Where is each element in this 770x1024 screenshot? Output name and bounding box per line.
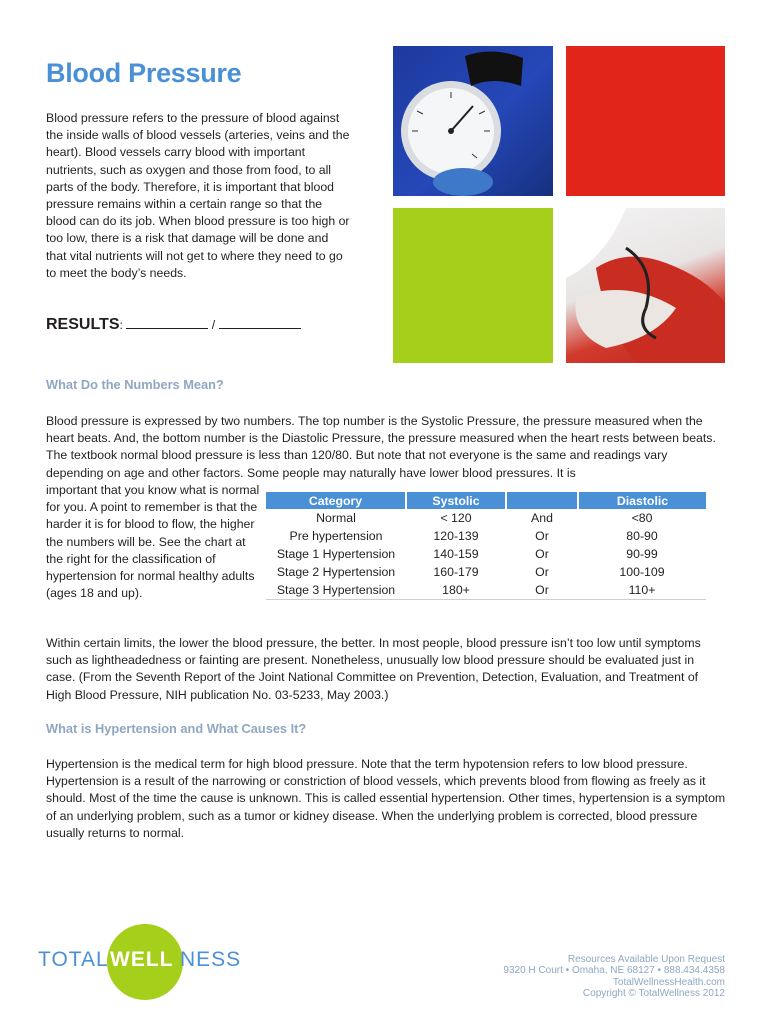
systolic-cell: 160-179 bbox=[433, 565, 479, 579]
diastolic-cell: 80-90 bbox=[626, 529, 658, 543]
connector-cell: Or bbox=[535, 565, 549, 579]
red-decorative-tile bbox=[566, 46, 725, 196]
diastolic-cell: 110+ bbox=[578, 581, 706, 600]
logo-text-well: WELL bbox=[110, 948, 174, 971]
footer-contact bbox=[503, 954, 725, 1000]
connector-cell: Or bbox=[535, 529, 549, 543]
footer-resources: Resources Available Upon Request bbox=[567, 954, 725, 965]
category-cell: Pre hypertension bbox=[289, 529, 383, 543]
category-cell: Stage 1 Hypertension bbox=[276, 547, 396, 561]
logo-text-ness: NESS bbox=[180, 948, 242, 971]
results-separator: / bbox=[211, 318, 216, 332]
logo-text-total: TOTAL bbox=[38, 948, 109, 971]
numbers-side-paragraph: important that you know what is normal for you. A point to remember is that the harder it is for blood to flow, the higher the numbers will be. See the chart at the right for the classification of hypertension for normal healthy adults (ages 18 and up). bbox=[46, 483, 260, 601]
blood-pressure-gauge-image bbox=[393, 46, 553, 196]
table-row bbox=[266, 581, 706, 600]
footer-copyright: Copyright © TotalWellness 2012 bbox=[582, 988, 725, 1000]
diastolic-cell: 100-109 bbox=[619, 565, 665, 579]
systolic-cell: 180+ bbox=[406, 581, 506, 600]
footer-website[interactable]: TotalWellnessHealth.com bbox=[612, 976, 725, 988]
table-row bbox=[266, 527, 706, 545]
diastolic-cell: 90-99 bbox=[626, 547, 658, 561]
footer-address: 9320 H Court • Omaha, NE 68127 • 888.434.4358 bbox=[503, 965, 725, 977]
results-label: RESULTS bbox=[46, 316, 120, 333]
category-cell: Stage 3 Hypertension bbox=[266, 581, 406, 600]
systolic-cell: < 120 bbox=[440, 511, 472, 525]
systolic-cell: 120-139 bbox=[433, 529, 479, 543]
numbers-paragraph: Blood pressure is expressed by two numbers. The top number is the Systolic Pressure, the pressure measured when the heart beats. And, the bottom number is the Diastolic Pressure, the pressure measured when the heart rests between beats. The textbook normal blood pressure is less than 120/80. But note that not everyone is the same and readings vary depending on age and other factors. Some people may naturally have lower blood pressures. It is bbox=[46, 414, 716, 480]
intro-paragraph: Blood pressure refers to the pressure of blood against the inside walls of blood vessels (arteries, veins and the heart). Blood vessels carry blood with important nutrients, such as oxygen and those from food, to all parts of the body. Therefore, it is important that blood pressure remains within a certain range so that the blood can do its job. When blood pressure is too high or too low, there is a risk that damage will be done and that vital nutrients will not get to where they need to go to meet the body’s needs. bbox=[46, 111, 350, 280]
results-colon: : bbox=[119, 318, 123, 332]
diastolic-blank[interactable] bbox=[219, 316, 301, 329]
blood-pressure-cuff-image bbox=[566, 208, 725, 363]
table-header-row bbox=[266, 492, 706, 509]
page-title: Blood Pressure bbox=[46, 58, 242, 88]
header-systolic: Systolic bbox=[406, 492, 506, 509]
hypertension-paragraph: Hypertension is the medical term for high blood pressure. Note that the term hypotension refers to low blood pressure. Hypertension is a result of the narrowing or constriction of blood vessels, which prevents blood from flowing as freely as it should. Most of the time the cause is unknown. This is called essential hypertension. Other times, hypertension is a symptom of an underlying problem, such as a tumor or kidney disease. When the underlying problem is corrected, blood pressure usually returns to normal. bbox=[46, 757, 726, 840]
category-cell: Normal bbox=[316, 511, 356, 525]
results-line bbox=[46, 316, 301, 334]
systolic-blank[interactable] bbox=[126, 316, 208, 329]
section-heading-hypertension: What is Hypertension and What Causes It? bbox=[46, 721, 307, 736]
green-decorative-tile bbox=[393, 208, 553, 363]
connector-cell: And bbox=[531, 511, 553, 525]
connector-cell: Or bbox=[535, 547, 549, 561]
systolic-cell: 140-159 bbox=[433, 547, 479, 561]
section-heading-numbers: What Do the Numbers Mean? bbox=[46, 377, 224, 392]
limits-paragraph: Within certain limits, the lower the blood pressure, the better. In most people, blood pressure isn’t too low until symptoms such as lightheadedness or fainting are present. Nonetheless, unusually low blood pressure should be evaluated just in case. (From the Seventh Report of the Joint National Committee on Prevention, Detection, Evaluation, and Treatment of High Blood Pressure, NIH publication No. 03-5233, May 2003.) bbox=[46, 636, 701, 702]
header-diastolic: Diastolic bbox=[578, 492, 706, 509]
table-row bbox=[266, 509, 706, 527]
category-cell: Stage 2 Hypertension bbox=[276, 565, 396, 579]
totalwellness-logo bbox=[38, 924, 253, 1000]
header-category: Category bbox=[266, 492, 406, 509]
table-row bbox=[266, 545, 706, 563]
blood-pressure-table bbox=[266, 492, 706, 600]
table-row bbox=[266, 563, 706, 581]
header-connector bbox=[506, 492, 578, 509]
connector-cell: Or bbox=[506, 581, 578, 600]
diastolic-cell: <80 bbox=[631, 511, 653, 525]
